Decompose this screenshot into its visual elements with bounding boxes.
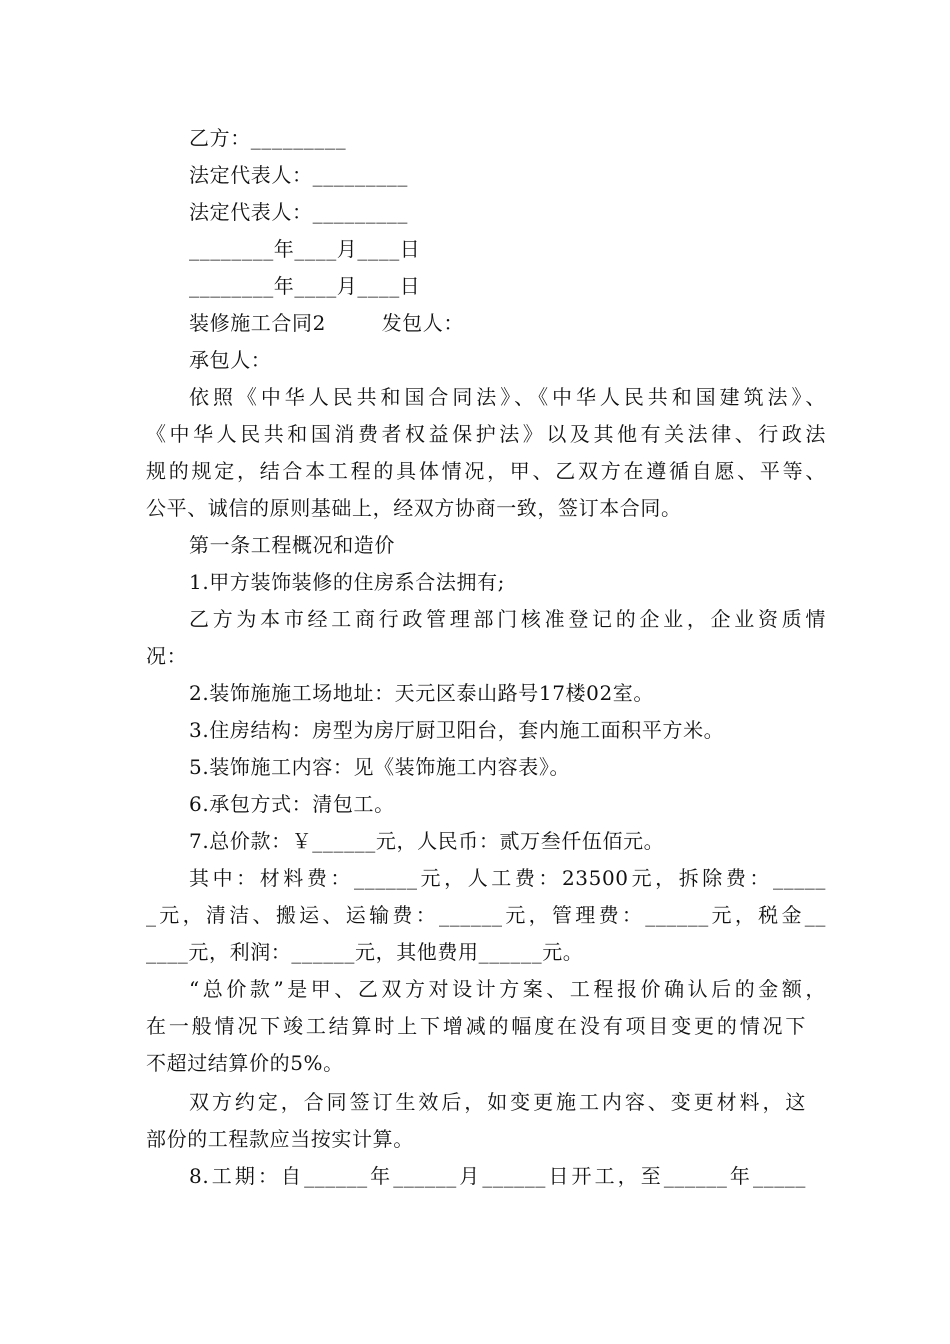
paragraph-line: 不超过结算价的5%。 [146,1051,344,1075]
paragraph-line: 部份的工程款应当按实计算。 [146,1127,414,1151]
paragraph-line: 1.甲方装饰装修的住房系合法拥有; [189,570,506,594]
date-line: ________年____月____日 [189,274,421,298]
legal-rep-line: 法定代表人：_________ [189,200,408,224]
paragraph-line: 2.装饰施施工场地址：天元区泰山路号17楼02室。 [189,681,654,705]
paragraph-line: 公平、诚信的原则基础上，经双方协商一致，签订本合同。 [146,496,682,520]
contractor-line: 承包人： [189,348,272,372]
paragraph-line: 8.工期：自______年______月______日开工，至______年_____ [189,1164,806,1188]
paragraph-line: 双方约定，合同签订生效后，如变更施工内容、变更材料，这 [189,1090,806,1114]
date-line: ________年____月____日 [189,237,421,261]
paragraph-line: 6.承包方式：清包工。 [189,792,395,816]
legal-rep-line: 法定代表人：_________ [189,163,408,187]
paragraph-line: _元，清洁、搬运、运输费：______元，管理费：______元，税金__ [146,903,826,927]
paragraph-line: 规的规定，结合本工程的具体情况，甲、乙双方在遵循自愿、平等、 [146,459,826,483]
paragraph-line: “总价款”是甲、乙双方对设计方案、工程报价确认后的金额， [189,977,826,1001]
paragraph-line: 乙方为本市经工商行政管理部门核准登记的企业，企业资质情 [189,607,826,631]
paragraph-line: ____元，利润：______元，其他费用______元。 [146,940,584,964]
paragraph-line: 在一般情况下竣工结算时上下增减的幅度在没有项目变更的情况下 [146,1014,806,1038]
paragraph-line: 7.总价款：￥______元，人民币：贰万叁仟伍佰元。 [189,829,665,853]
section-heading: 第一条工程概况和造价 [189,533,395,557]
paragraph-line: 依照《中华人民共和国合同法》、《中华人民共和国建筑法》、 [189,385,826,409]
paragraph-line: 3.住房结构：房型为房厅厨卫阳台，套内施工面积平方米。 [189,718,725,742]
paragraph-line: 《中华人民共和国消费者权益保护法》以及其他有关法律、行政法 [146,422,826,446]
paragraph-line: 其中：材料费：______元，人工费：23500元，拆除费：_____ [189,866,826,890]
contract-title-line: 装修施工合同2 发包人： [189,311,464,335]
paragraph-line: 况： [146,644,188,668]
party-b-line: 乙方：_________ [189,126,347,150]
paragraph-line: 5.装饰施工内容：见《装饰施工内容表》。 [189,755,571,779]
